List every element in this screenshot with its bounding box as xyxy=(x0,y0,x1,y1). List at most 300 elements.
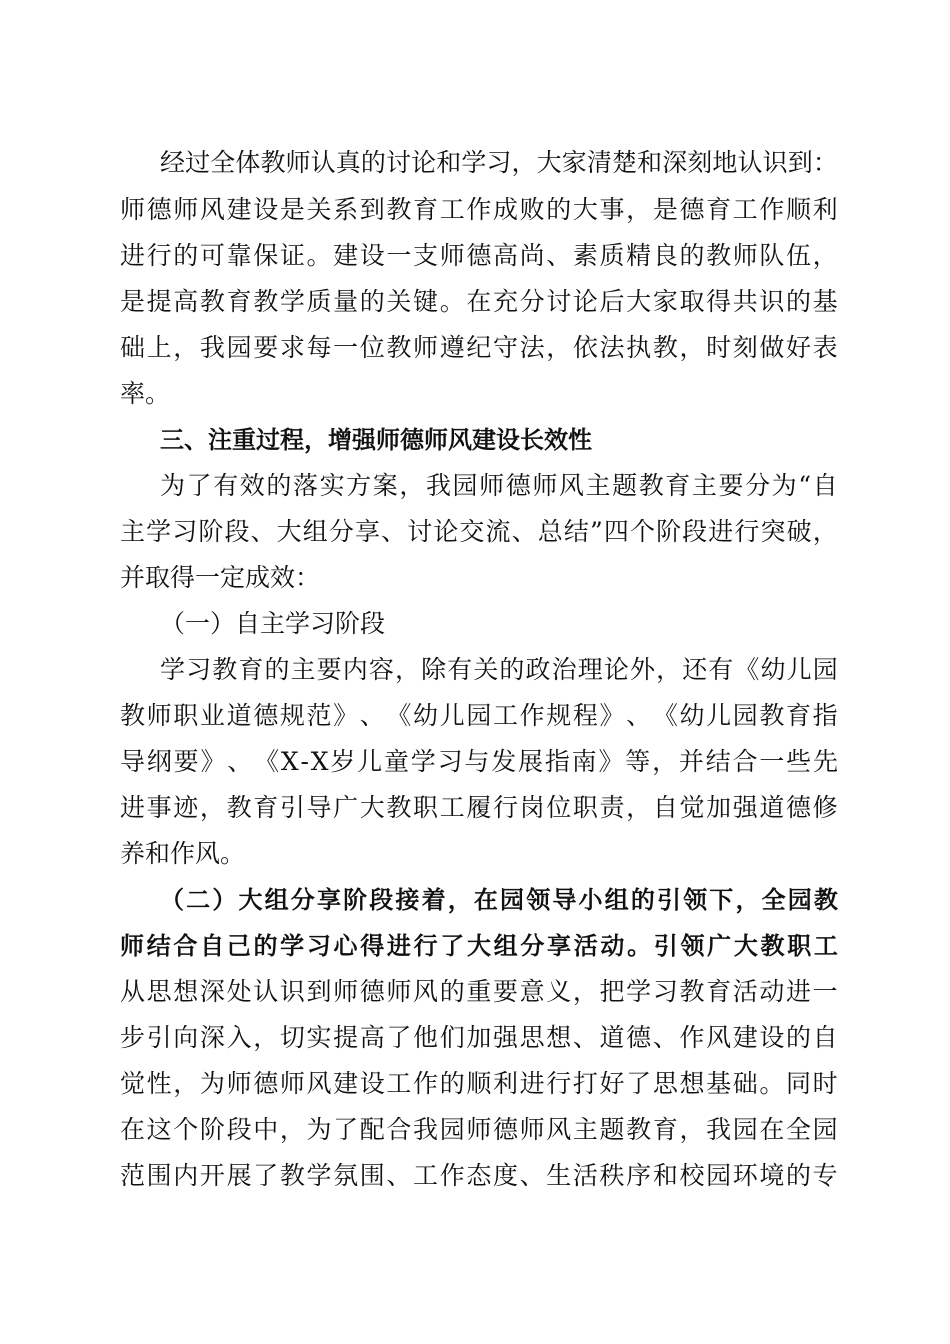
glyph: 进 xyxy=(519,1069,545,1098)
paragraph-4-line-4 xyxy=(120,1018,838,1058)
glyph: 基 xyxy=(706,1069,732,1098)
glyph: 、 xyxy=(511,517,537,546)
glyph: 法 xyxy=(599,333,625,362)
glyph: 师 xyxy=(519,1115,545,1144)
glyph: 效 xyxy=(239,471,265,500)
glyph: 有 xyxy=(213,471,239,500)
glyph: 为 xyxy=(306,1115,332,1144)
glyph: 的 xyxy=(630,886,655,914)
glyph: 态 xyxy=(466,1161,492,1190)
glyph: 分 xyxy=(520,932,545,960)
glyph: 全 xyxy=(786,1115,812,1144)
glyph: 外 xyxy=(629,655,655,684)
glyph: 提 xyxy=(333,1023,359,1052)
glyph: 想 xyxy=(679,1069,705,1098)
glyph: 这 xyxy=(146,1115,172,1144)
glyph: 关 xyxy=(306,195,332,224)
glyph: 教 xyxy=(253,287,279,316)
glyph: 德 xyxy=(626,1023,652,1052)
glyph: 修 xyxy=(812,793,838,822)
glyph: 师 xyxy=(120,195,146,224)
glyph: 教 xyxy=(212,655,238,684)
glyph: 主 xyxy=(572,1115,598,1144)
glyph: 伍 xyxy=(786,241,812,270)
glyph: 引 xyxy=(146,1023,172,1052)
glyph: 指 xyxy=(812,701,838,730)
glyph: 围 xyxy=(359,1161,385,1190)
glyph: 刻 xyxy=(732,333,758,362)
glyph: “ xyxy=(798,471,812,500)
glyph: 切 xyxy=(279,1023,305,1052)
glyph: 可 xyxy=(199,241,225,270)
glyph: 进 xyxy=(386,932,411,960)
glyph: 好 xyxy=(786,333,812,362)
glyph: 顺 xyxy=(466,1069,492,1098)
paragraph-1-line-5 xyxy=(120,328,838,368)
glyph: 处 xyxy=(226,977,252,1006)
glyph: 开 xyxy=(199,1161,225,1190)
glyph: 认 xyxy=(310,148,336,177)
glyph: 深 xyxy=(199,977,225,1006)
glyph: 深 xyxy=(662,148,688,177)
glyph: 环 xyxy=(732,1161,758,1190)
glyph: 幼 xyxy=(413,701,439,730)
glyph: 动 xyxy=(600,932,625,960)
glyph: 每 xyxy=(306,333,332,362)
glyph: 遵 xyxy=(439,333,465,362)
glyph: 学 xyxy=(279,287,305,316)
glyph: 素 xyxy=(572,241,598,270)
glyph: 范 xyxy=(306,701,332,730)
glyph: 发 xyxy=(491,747,517,776)
glyph: 与 xyxy=(464,747,490,776)
glyph: 段 xyxy=(224,517,250,546)
glyph: 规 xyxy=(279,701,305,730)
glyph: 认 xyxy=(737,148,763,177)
glyph: 下 xyxy=(709,886,734,914)
glyph: 大 xyxy=(626,287,652,316)
glyph: 己 xyxy=(226,932,251,960)
glyph: 关 xyxy=(473,655,499,684)
glyph: 德 xyxy=(359,977,385,1006)
glyph: 取 xyxy=(679,287,705,316)
glyph: 师 xyxy=(466,1115,492,1144)
glyph: 合 xyxy=(732,747,758,776)
glyph: ， xyxy=(679,333,705,362)
glyph: 领 xyxy=(680,932,705,960)
glyph: 工 xyxy=(386,1069,412,1098)
glyph: 教 xyxy=(759,701,785,730)
glyph: 等 xyxy=(625,747,651,776)
paragraph-2-line-3: 并取得一定成效： xyxy=(120,563,321,592)
glyph: 自 xyxy=(652,793,678,822)
glyph: 的 xyxy=(786,1023,812,1052)
glyph: 儿 xyxy=(439,701,465,730)
glyph: 风 xyxy=(413,977,439,1006)
glyph: 、 xyxy=(572,1023,598,1052)
glyph: 风 xyxy=(306,1069,332,1098)
glyph: 识 xyxy=(759,287,785,316)
glyph: 入 xyxy=(226,1023,252,1052)
glyph: 学 xyxy=(461,148,487,177)
glyph: 展 xyxy=(226,1161,252,1190)
glyph: 》 xyxy=(598,747,624,776)
glyph: 分 xyxy=(290,886,315,914)
glyph: 度 xyxy=(492,1161,518,1190)
glyph: 分 xyxy=(519,287,545,316)
glyph: 思 xyxy=(519,1023,545,1052)
glyph: 结 xyxy=(705,747,731,776)
glyph: 治 xyxy=(551,655,577,684)
glyph: 上 xyxy=(146,333,172,362)
glyph: 意 xyxy=(519,977,545,1006)
glyph: 引 xyxy=(656,886,681,914)
glyph: 的 xyxy=(253,932,278,960)
glyph: 师 xyxy=(439,241,465,270)
glyph: 行 xyxy=(546,1069,572,1098)
glyph: 和 xyxy=(652,1161,678,1190)
glyph: 幼 xyxy=(760,655,786,684)
glyph: 指 xyxy=(544,747,570,776)
glyph: 的 xyxy=(439,1069,465,1098)
glyph: 德 xyxy=(492,1115,518,1144)
glyph: 大 xyxy=(359,793,385,822)
glyph: 园 xyxy=(226,333,252,362)
glyph: 执 xyxy=(626,333,652,362)
glyph: 我 xyxy=(413,1115,439,1144)
glyph: 利 xyxy=(492,1069,518,1098)
glyph: 一 xyxy=(759,747,785,776)
glyph: 自 xyxy=(812,1023,838,1052)
glyph: 破 xyxy=(786,517,812,546)
glyph: 系 xyxy=(333,195,359,224)
glyph: 大 xyxy=(466,932,491,960)
glyph: 幼 xyxy=(679,701,705,730)
glyph: 学 xyxy=(306,1161,332,1190)
glyph: 案 xyxy=(372,471,398,500)
glyph: 为 xyxy=(771,471,797,500)
glyph: 关 xyxy=(386,287,412,316)
glyph: 性 xyxy=(146,1069,172,1098)
paragraph-1-line-4 xyxy=(120,282,838,322)
glyph: 、 xyxy=(359,701,385,730)
glyph: 精 xyxy=(626,241,652,270)
glyph: 。 xyxy=(439,287,465,316)
glyph: 风 xyxy=(558,471,584,500)
glyph: - xyxy=(300,747,309,776)
glyph: 交 xyxy=(459,517,485,546)
glyph: 学 xyxy=(160,655,186,684)
glyph: 进 xyxy=(120,241,146,270)
glyph: 加 xyxy=(706,793,732,822)
glyph: 风 xyxy=(706,1023,732,1052)
glyph: 全 xyxy=(761,886,786,914)
glyph: 享 xyxy=(316,886,341,914)
glyph: 程 xyxy=(572,701,598,730)
glyph: 败 xyxy=(519,195,545,224)
glyph: 园 xyxy=(812,1115,838,1144)
glyph: 全 xyxy=(210,148,236,177)
glyph: ： xyxy=(812,148,838,177)
glyph: 自 xyxy=(200,932,225,960)
glyph: 觉 xyxy=(679,793,705,822)
glyph: 园 xyxy=(732,701,758,730)
glyph: 家 xyxy=(652,287,678,316)
glyph: 讨 xyxy=(385,148,411,177)
glyph: 德 xyxy=(786,793,812,822)
glyph: 育 xyxy=(238,655,264,684)
glyph: 靠 xyxy=(226,241,252,270)
glyph: 、 xyxy=(227,747,253,776)
glyph: 地 xyxy=(712,148,738,177)
glyph: 进 xyxy=(120,793,146,822)
glyph: ， xyxy=(679,1115,705,1144)
glyph: 我 xyxy=(425,471,451,500)
glyph: 论 xyxy=(603,655,629,684)
glyph: 先 xyxy=(812,747,838,776)
glyph: 思 xyxy=(652,1069,678,1098)
glyph: 活 xyxy=(572,1161,598,1190)
glyph: 我 xyxy=(199,333,225,362)
glyph: 为 xyxy=(160,471,186,500)
glyph: 儿 xyxy=(357,747,383,776)
glyph: 享 xyxy=(354,517,380,546)
glyph: 习 xyxy=(186,655,212,684)
glyph: ， xyxy=(626,793,652,822)
glyph: 要 xyxy=(173,747,199,776)
glyph: 范 xyxy=(120,1161,146,1190)
glyph: 做 xyxy=(759,333,785,362)
glyph: 了 xyxy=(386,1023,412,1052)
glyph: 领 xyxy=(683,886,708,914)
glyph: 真 xyxy=(335,148,361,177)
glyph: 习 xyxy=(437,747,463,776)
glyph: 教 xyxy=(813,886,838,914)
glyph: 们 xyxy=(439,1023,465,1052)
glyph: 作 xyxy=(519,701,545,730)
glyph: 行 xyxy=(492,793,518,822)
glyph: 一 xyxy=(333,333,359,362)
glyph: 接 xyxy=(395,886,420,914)
glyph: 教 xyxy=(626,1115,652,1144)
glyph: 表 xyxy=(812,333,838,362)
glyph: 校 xyxy=(679,1161,705,1190)
glyph: 认 xyxy=(253,977,279,1006)
glyph: 打 xyxy=(572,1069,598,1098)
glyph: 组 xyxy=(302,517,328,546)
glyph: 》 xyxy=(333,701,359,730)
glyph: 育 xyxy=(413,195,439,224)
glyph: 、 xyxy=(652,1023,678,1052)
glyph: 良 xyxy=(652,241,678,270)
glyph: 师 xyxy=(226,1069,252,1098)
glyph: 活 xyxy=(573,932,598,960)
glyph: 顺 xyxy=(786,195,812,224)
glyph: 组 xyxy=(604,886,629,914)
glyph: 从 xyxy=(120,977,146,1006)
glyph: 内 xyxy=(173,1161,199,1190)
glyph: ） xyxy=(212,886,237,914)
glyph: 《 xyxy=(386,701,412,730)
glyph: 纪 xyxy=(466,333,492,362)
paragraph-3-line-2 xyxy=(120,696,838,736)
glyph: 础 xyxy=(732,1069,758,1098)
glyph: 四 xyxy=(603,517,629,546)
glyph: 风 xyxy=(199,195,225,224)
glyph: 高 xyxy=(173,287,199,316)
glyph: 职 xyxy=(173,701,199,730)
glyph: 个 xyxy=(629,517,655,546)
paragraph-3-line-4 xyxy=(120,788,838,828)
glyph: 行 xyxy=(413,932,438,960)
glyph: 岗 xyxy=(519,793,545,822)
glyph: 享 xyxy=(547,932,571,960)
glyph: 园 xyxy=(787,886,812,914)
paragraph-4-line-2 xyxy=(120,926,838,966)
glyph: 些 xyxy=(786,747,812,776)
glyph: 作 xyxy=(413,1069,439,1098)
glyph: 着 xyxy=(421,886,446,914)
glyph: 有 xyxy=(447,655,473,684)
glyph: 础 xyxy=(120,333,146,362)
glyph: 行 xyxy=(734,517,760,546)
glyph: 是 xyxy=(120,287,146,316)
glyph: 师 xyxy=(333,977,359,1006)
glyph: 教 xyxy=(638,471,664,500)
glyph: 自 xyxy=(812,471,838,500)
glyph: 引 xyxy=(653,932,678,960)
glyph: 组 xyxy=(264,886,289,914)
glyph: ” xyxy=(589,517,603,546)
glyph: 习 xyxy=(486,148,512,177)
glyph: 了 xyxy=(253,1161,279,1190)
glyph: 导 xyxy=(120,747,146,776)
paragraph-3-line-1 xyxy=(160,650,838,690)
glyph: 讨 xyxy=(407,517,433,546)
glyph: 工 xyxy=(413,1161,439,1190)
glyph: 的 xyxy=(360,148,386,177)
glyph: 强 xyxy=(492,1023,518,1052)
glyph: 导 xyxy=(306,793,332,822)
glyph: 德 xyxy=(146,195,172,224)
glyph: 论 xyxy=(411,148,437,177)
glyph: 法 xyxy=(519,333,545,362)
glyph: 大 xyxy=(733,932,758,960)
glyph: 、 xyxy=(386,1161,412,1190)
glyph: 他 xyxy=(413,1023,439,1052)
glyph: 识 xyxy=(762,148,788,177)
glyph: ， xyxy=(253,1023,279,1052)
glyph: 结 xyxy=(563,517,589,546)
glyph: 和 xyxy=(637,148,663,177)
glyph: 合 xyxy=(173,932,198,960)
glyph: 主 xyxy=(120,517,146,546)
glyph: 求 xyxy=(279,333,305,362)
glyph: 在 xyxy=(466,287,492,316)
glyph: 学 xyxy=(626,977,652,1006)
glyph: 方 xyxy=(346,471,372,500)
glyph: 事 xyxy=(146,793,172,822)
glyph: 主 xyxy=(691,471,717,500)
glyph: 园 xyxy=(732,1115,758,1144)
glyph: 思 xyxy=(146,977,172,1006)
glyph: 。 xyxy=(759,1069,785,1098)
glyph: 还 xyxy=(682,655,708,684)
glyph: 队 xyxy=(759,241,785,270)
glyph: 建 xyxy=(333,1069,359,1098)
glyph: 高 xyxy=(492,241,518,270)
glyph: 题 xyxy=(599,1115,625,1144)
glyph: 进 xyxy=(786,977,812,1006)
glyph: 了 xyxy=(440,932,465,960)
glyph: 、 xyxy=(381,517,407,546)
glyph: 大 xyxy=(572,195,598,224)
glyph: ， xyxy=(735,886,760,914)
paragraph-4-line-6 xyxy=(120,1110,838,1150)
glyph: 在 xyxy=(473,886,498,914)
glyph: 师 xyxy=(479,471,505,500)
glyph: 证 xyxy=(279,241,305,270)
glyph: 教 xyxy=(652,333,678,362)
glyph: 师 xyxy=(279,1069,305,1098)
glyph: 的 xyxy=(359,287,385,316)
glyph: 加 xyxy=(466,1023,492,1052)
paragraph-4-line-3 xyxy=(120,972,838,1012)
glyph: 工 xyxy=(439,793,465,822)
glyph: 论 xyxy=(433,517,459,546)
glyph: 教 xyxy=(386,333,412,362)
glyph: 职 xyxy=(572,793,598,822)
glyph: X xyxy=(310,747,329,776)
glyph: 后 xyxy=(599,287,625,316)
glyph: 保 xyxy=(253,241,279,270)
glyph: ， xyxy=(394,655,420,684)
glyph: 段 xyxy=(682,517,708,546)
paragraph-3-line-3 xyxy=(120,742,838,782)
glyph: 同 xyxy=(786,1069,812,1098)
glyph: 师 xyxy=(732,241,758,270)
glyph: 、 xyxy=(250,517,276,546)
glyph: 活 xyxy=(732,977,758,1006)
glyph: 《 xyxy=(734,655,760,684)
glyph: 时 xyxy=(812,1069,838,1098)
glyph: 容 xyxy=(368,655,394,684)
glyph: 了 xyxy=(626,1069,652,1098)
glyph: 是 xyxy=(652,195,678,224)
glyph: 的 xyxy=(173,241,199,270)
glyph: 论 xyxy=(572,287,598,316)
glyph: 深 xyxy=(199,1023,225,1052)
glyph: 、 xyxy=(546,241,572,270)
glyph: 教 xyxy=(760,932,785,960)
glyph: 学 xyxy=(280,932,305,960)
glyph: 广 xyxy=(333,793,359,822)
glyph: 南 xyxy=(571,747,597,776)
glyph: 要 xyxy=(492,977,518,1006)
glyph: 共 xyxy=(732,287,758,316)
glyph: 阶 xyxy=(199,1115,225,1144)
glyph: 二 xyxy=(186,886,211,914)
glyph: 园 xyxy=(452,471,478,500)
glyph: 阶 xyxy=(343,886,368,914)
glyph: 境 xyxy=(759,1161,785,1190)
glyph: 道 xyxy=(226,701,252,730)
glyph: 家 xyxy=(561,148,587,177)
glyph: 师 xyxy=(146,701,172,730)
glyph: 到 xyxy=(306,977,332,1006)
glyph: 。 xyxy=(627,932,652,960)
glyph: 合 xyxy=(386,1115,412,1144)
